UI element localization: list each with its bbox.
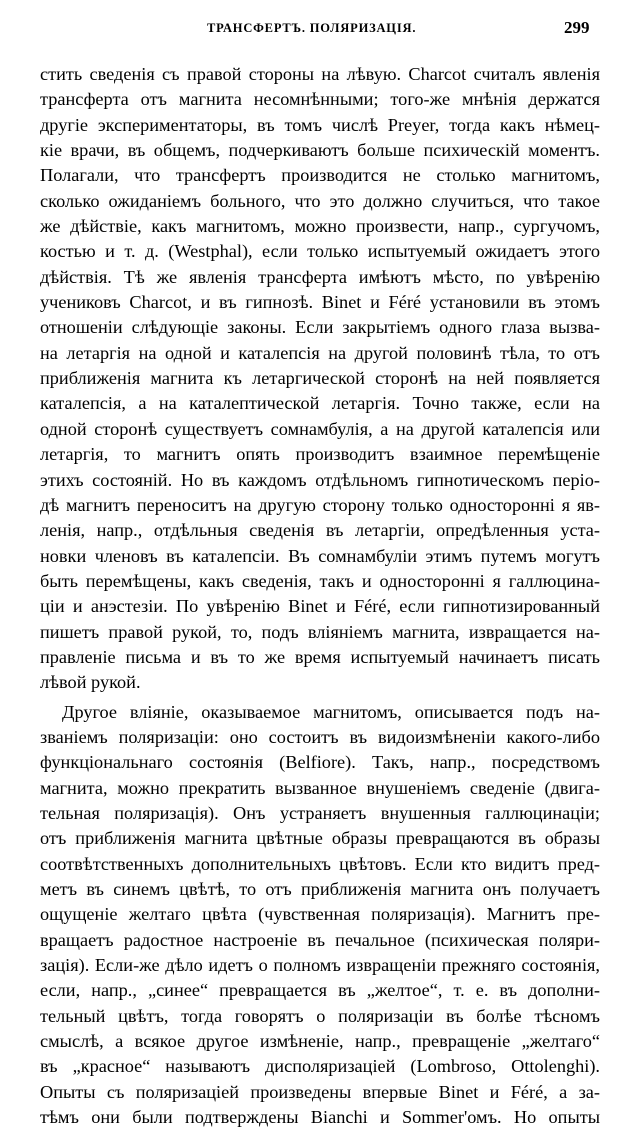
text-line: Другое вліяніе, оказываемое магнитомъ, описывается подъ на- — [62, 701, 600, 722]
text-line: зація). Если-же дѣло идетъ о полномъ извращеніи прежняго состоянія, — [40, 955, 600, 976]
text-line: лѣвой рукой. — [40, 672, 141, 693]
paragraph-polarization — [40, 700, 600, 1130]
text-line: ленія, напр., отдѣльныя сведенія въ летаргіи, опредѣленныя уста- — [40, 520, 600, 541]
text-line: соотвѣтственныхъ дополнительныхъ цвѣтовъ. Если кто видитъ пред- — [40, 853, 600, 874]
text-line: костью и т. д. (Westphal), если только испытуемый ожидаетъ этого — [40, 241, 600, 262]
text-line: дѣйствія. Тѣ же явленія трансферта имѣютъ мѣсто, по увѣренію — [40, 266, 600, 287]
text-line: въ „красное“ называютъ диcполяризаціей (Lombroso, Ottolenghi). — [40, 1056, 600, 1077]
text-line: ощущеніе желтаго цвѣта (чувственная поляризація). Магнитъ пре- — [40, 904, 600, 925]
text-line: метъ въ синемъ цвѣтѣ, то отъ приближенія магнита онъ получаетъ — [40, 879, 600, 899]
text-line: пишетъ правой рукой, то, подъ вліяніемъ магнита, извращается на- — [40, 621, 600, 642]
text-line: правленіе письма и въ то же время испытуемый начинаетъ писать — [40, 646, 600, 667]
page-number: 299 — [564, 18, 590, 37]
text-line: Полагали, что трансфертъ производится не столько магнитомъ, — [40, 165, 600, 186]
page-body — [40, 62, 600, 1130]
text-line: на летаргія на одной и каталепсія на другой половинѣ тѣла, то отъ — [40, 342, 600, 363]
text-line: трансферта отъ магнита несомнѣнными; того-же мнѣнія держатся — [40, 89, 600, 110]
text-line: тѣмъ они были подтверждены Bianchi и Sommer'омъ. Но опыты — [40, 1107, 600, 1128]
text-line: этихъ состояній. Но въ каждомъ отдѣльномъ гипнотическомъ періо- — [40, 469, 600, 490]
text-line: учениковъ Charcot, и въ гипнозѣ. Binet и Féré установили въ этомъ — [40, 292, 600, 313]
text-line: дѣ магнитъ переноситъ на другую сторону только односторонні я яв- — [40, 494, 600, 515]
text-line: приближенія магнита къ летаргической сторонѣ на ней появляется — [40, 368, 600, 389]
text-line: летаргія, то магнитъ опять производитъ взаимное перемѣщеніе — [40, 444, 600, 465]
text-line: вращаетъ радостное настроеніе въ печальное (психическая поляри- — [40, 929, 600, 950]
text-line: если, напр., „синее“ превращается въ „желтое“, т. е. въ дополни- — [40, 980, 600, 1001]
page-header — [0, 15, 620, 43]
running-head: ТРАНСФЕРТЪ. ПОЛЯРИЗАЦІЯ. — [207, 21, 417, 35]
text-line: одной сторонѣ существуетъ сомнамбулія, а на другой каталепсія или — [40, 418, 600, 439]
text-line: ціи и анэстезіи. По увѣренію Binet и Féré, если гипнотизированный — [40, 596, 600, 617]
paragraph-transfer — [40, 62, 600, 696]
text-line: новки членовъ въ каталепсіи. Въ сомнамбуліи этимъ путемъ могутъ — [40, 545, 600, 566]
text-line: отъ приближенія магнита цвѣтные образы превращаются въ образы — [40, 828, 600, 849]
text-line: званіемъ поляризаціи: оно состоитъ въ видоизмѣненіи какого-либо — [40, 726, 600, 747]
text-line: тельная поляризація). Онъ устраняетъ внушенныя галлюцинаціи; — [40, 802, 600, 823]
text-line: же дѣйствіе, какъ магнитомъ, можно произвести, напр., сургучомъ, — [40, 216, 600, 237]
text-line: каталепсія, а на каталептической летаргія. Точно также, если на — [40, 393, 600, 414]
text-line: функціональнаго состоянія (Belfiore). Такъ, напр., посредствомъ — [40, 752, 600, 773]
text-line: тельный цвѣтъ, тогда говорятъ о поляризаціи въ болѣе тѣсномъ — [40, 1005, 600, 1026]
text-line: отношеніи слѣдующіе законы. Если закрытіемъ одного глаза вызва- — [40, 317, 600, 338]
text-line: кіе врачи, въ общемъ, подчеркиваютъ больше психическій моментъ. — [40, 140, 600, 161]
text-line: магнита, можно прекратить вызванное внушеніемъ сведеніе (двига- — [40, 777, 600, 798]
text-line: быть перемѣщены, какъ сведенія, такъ и односторонні я галлюцина- — [40, 570, 600, 591]
text-line: смыслѣ, а всякое другое измѣненіе, напр., превращеніе „желтаго“ — [40, 1031, 600, 1052]
text-line: стить сведенія съ правой стороны на лѣвую. Charcot считалъ явленія — [40, 64, 600, 84]
text-line: Опыты съ поляризаціей произведены впервые Binet и Féré, а за- — [40, 1081, 600, 1102]
text-line: другіе экспериментаторы, въ томъ числѣ Preyer, тогда какъ нѣмец- — [40, 114, 600, 135]
text-line: сколько ожиданіемъ больного, что это должно случиться, что такое — [40, 190, 600, 211]
